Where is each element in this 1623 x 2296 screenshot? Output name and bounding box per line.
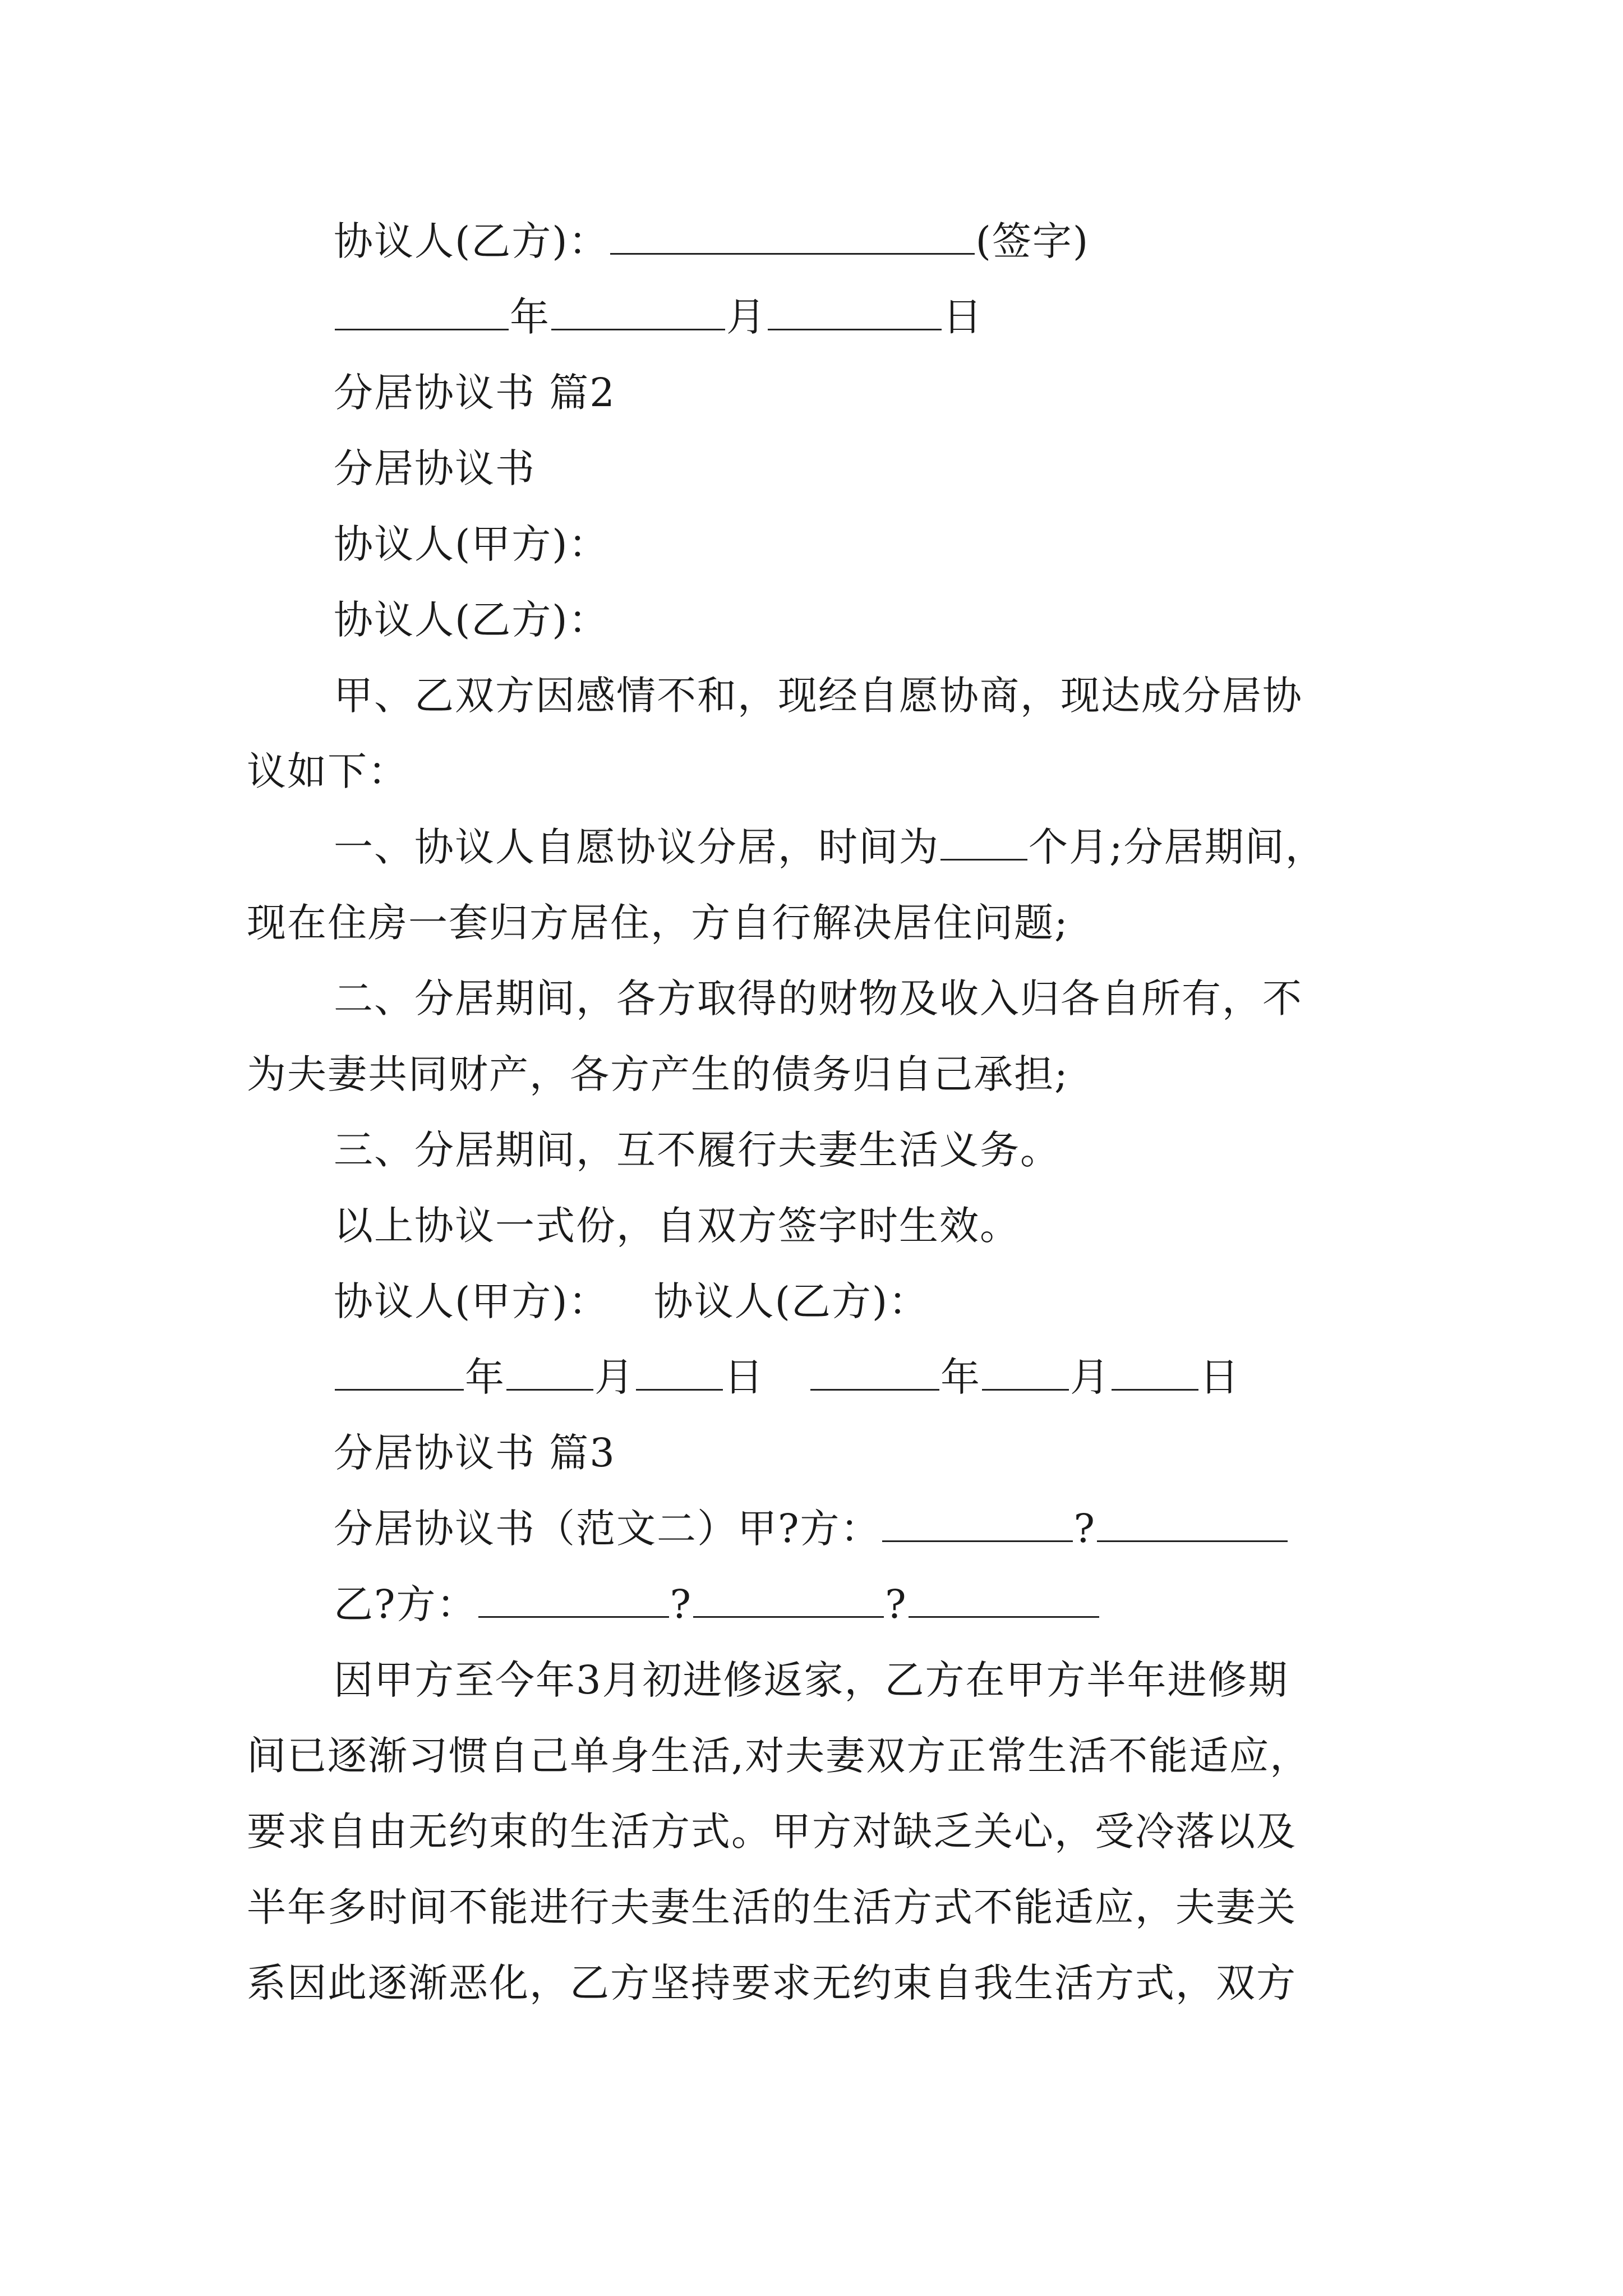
separator: ? [670,1581,693,1627]
signature-label: 协议人(乙方)： [334,218,609,264]
months-blank[interactable] [940,826,1027,861]
paragraph-line: 议如下： [247,748,408,794]
year-blank[interactable] [335,1356,464,1391]
year-blank[interactable] [810,1356,939,1391]
paragraph-line: 要求自由无约束的生活方式。甲方对缺乏关心，受冷落以及 [247,1809,1297,1855]
paragraph-line: 半年多时间不能进行夫妻生活的生活方式不能适应，夫妻关 [247,1884,1297,1930]
separator: ? [885,1581,907,1627]
section-title: 分居协议书 [334,445,536,491]
clause-text: 一、协议人自愿协议分居，时间为 [334,824,939,870]
name-blank[interactable] [1097,1508,1288,1542]
name-blank[interactable] [909,1584,1099,1618]
signature-line-b [334,216,1089,266]
day-label: 日 [943,294,983,340]
year-label: 年 [465,1354,505,1400]
name-blank[interactable] [478,1584,669,1618]
party-a-label: 协议人(甲方)： [334,521,609,567]
month-blank[interactable] [506,1356,593,1391]
clause-text: 个月;分居期间， [1029,824,1326,870]
signature-row [334,1276,929,1327]
month-blank[interactable] [982,1356,1069,1391]
year-label: 年 [940,1354,981,1400]
year-label: 年 [510,294,550,340]
paragraph-line: 因甲方至今年3月初进修返家，乙方在甲方半年进修期 [334,1657,1289,1703]
name-blank[interactable] [693,1584,884,1618]
sign-b-label: 协议人(乙方)： [653,1278,929,1324]
year-blank[interactable] [335,296,509,330]
day-blank[interactable] [768,296,942,330]
party-b-label: 协议人(乙方)： [334,597,609,643]
paragraph-line: 系因此逐渐恶化，乙方坚持要求无约束自我生活方式，双方 [247,1960,1297,2006]
paragraph-line: 二、分居期间，各方取得的财物及收入归各自所有，不 [334,976,1303,1022]
day-blank[interactable] [1112,1356,1198,1391]
day-blank[interactable] [636,1356,723,1391]
section-heading: 分居协议书 篇3 [334,1430,616,1476]
party-b-label: 乙?方： [334,1581,477,1627]
clause-1-line [334,822,1326,872]
party-a-line [334,1503,1289,1554]
party-b-line [334,1579,1100,1630]
section-heading: 分居协议书 篇2 [334,370,616,416]
month-label: 月 [1070,1354,1110,1400]
paragraph-line: 以上协议一式份，自双方签字时生效。 [334,1203,1020,1249]
day-label: 日 [1200,1354,1240,1400]
date-line [334,292,983,342]
title-line: 分居协议书（范文二）甲?方： [334,1506,881,1552]
paragraph-line: 间已逐渐习惯自己单身生活,对夫妻双方正常生活不能适应， [247,1733,1311,1779]
sign-a-label: 协议人(甲方)： [334,1278,609,1324]
month-label: 月 [594,1354,635,1400]
month-blank[interactable] [551,296,725,330]
paragraph-line: 现在住房一套归方居住，方自行解决居住问题; [247,900,1069,946]
month-label: 月 [726,294,767,340]
signature-suffix: (签字) [975,218,1090,264]
paragraph-line: 三、分居期间，互不履行夫妻生活义务。 [334,1127,1061,1173]
paragraph-line: 甲、乙双方因感情不和，现经自愿协商，现达成分居协 [334,673,1303,719]
separator: ? [1073,1506,1096,1552]
name-blank[interactable] [882,1508,1073,1542]
signature-blank[interactable] [610,220,975,255]
date-row [334,1352,1240,1402]
paragraph-line: 为夫妻共同财产，各方产生的债务归自己承担; [247,1051,1069,1097]
day-label: 日 [724,1354,764,1400]
